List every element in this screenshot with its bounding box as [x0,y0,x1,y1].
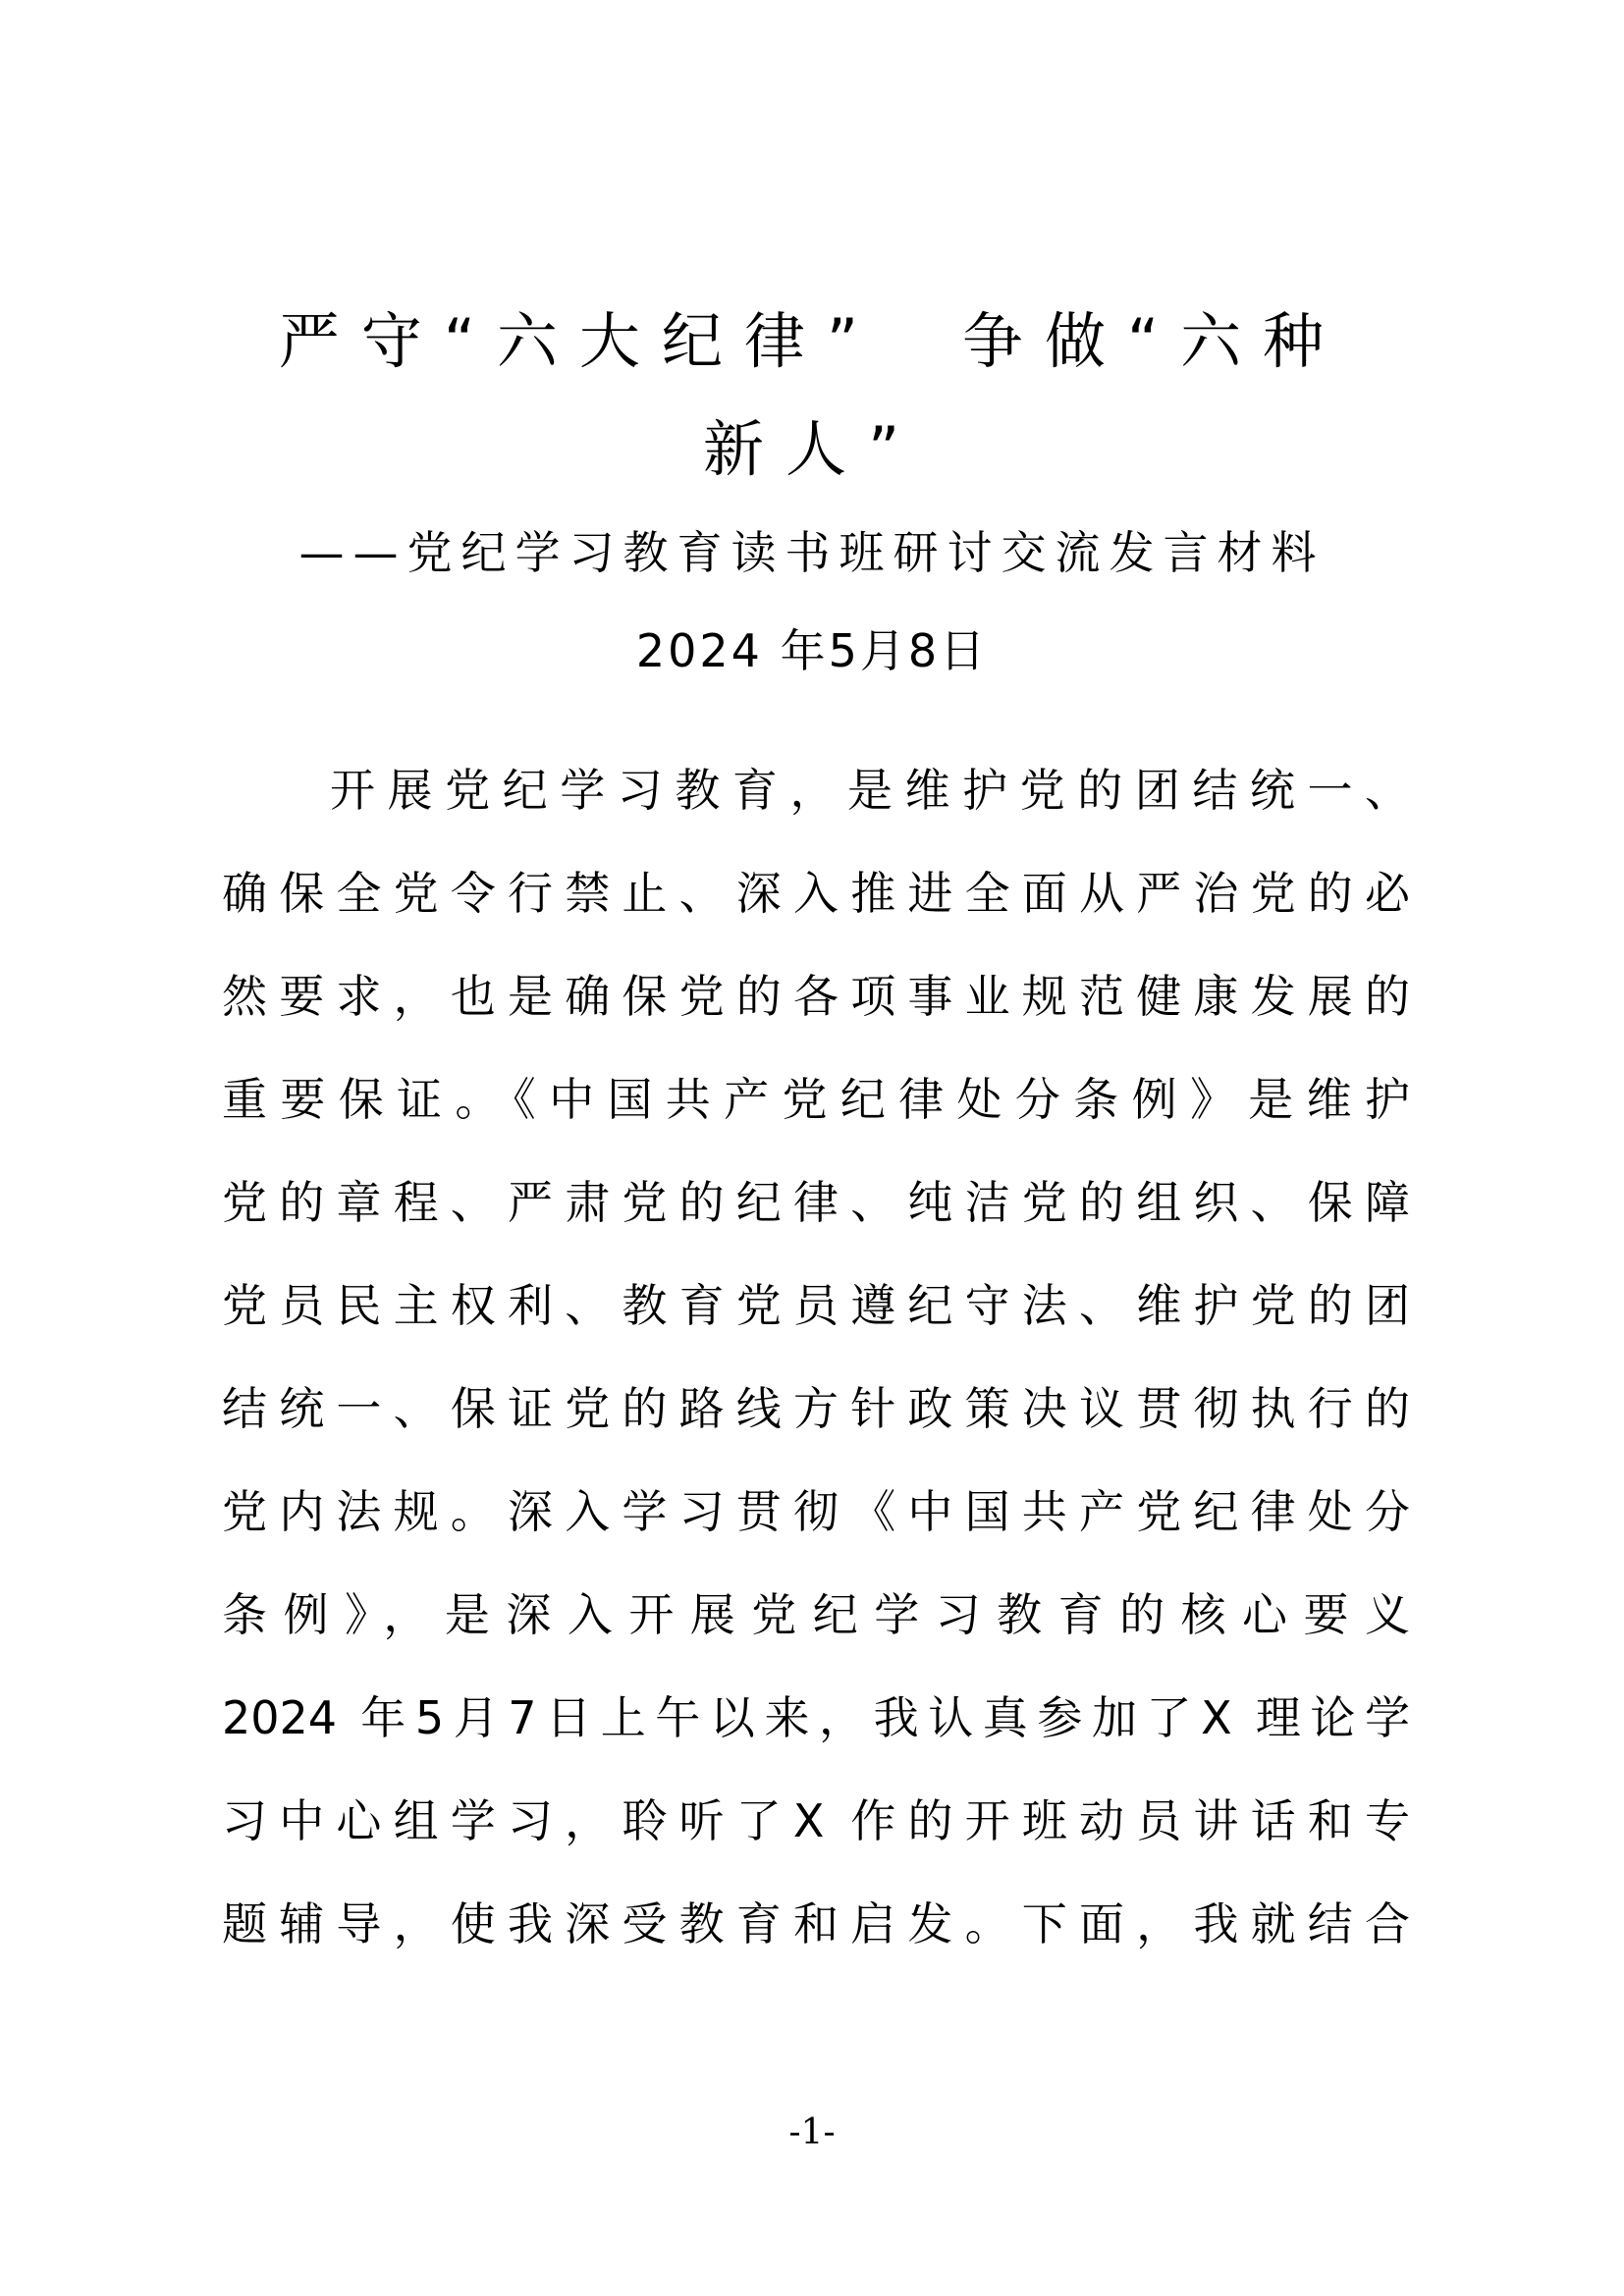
body-paragraph-line: 然要求，也是确保党的各项事业规范健康发展的 [222,970,1410,1023]
page-number: -1- [788,2112,836,2153]
body-paragraph-line: 条例》，是深入开展党纪学习教育的核心要义 [222,1588,1410,1641]
document-title-line-1: 严守“六大纪律” 争做“六种 [278,305,1346,377]
body-paragraph-line: 党员民主权利、教育党员遵纪守法、维护党的团 [222,1279,1410,1332]
document-subtitle: ——党纪学习教育读书班研讨交流发言材料 [298,526,1326,579]
body-paragraph-line: 党内法规。深入学习贯彻《中国共产党纪律处分 [222,1485,1410,1538]
document-date: 2024 年5月8日 [635,624,989,677]
body-paragraph-line: 题辅导，使我深受教育和启发。下面，我就结合 [222,1897,1410,1950]
body-paragraph-line: 党的章程、严肃党的纪律、纯洁党的组织、保障 [222,1176,1410,1229]
body-paragraph-line: 确保全党令行禁止、深入推进全面从严治党的必 [222,867,1410,920]
body-paragraph-line: 重要保证。《中国共产党纪律处分条例》是维护 [222,1073,1410,1126]
body-paragraph-line: 习中心组学习，聆听了X 作的开班动员讲话和专 [222,1794,1410,1847]
body-paragraph-line: 结统一、保证党的路线方针政策决议贯彻执行的 [222,1382,1410,1435]
body-paragraph-line: 开展党纪学习教育，是维护党的团结统一、 [330,764,1410,817]
document-title-line-2: 新人” [702,413,922,485]
body-paragraph-line: 2024 年5月7日上午以来，我认真参加了X 理论学 [222,1691,1410,1744]
